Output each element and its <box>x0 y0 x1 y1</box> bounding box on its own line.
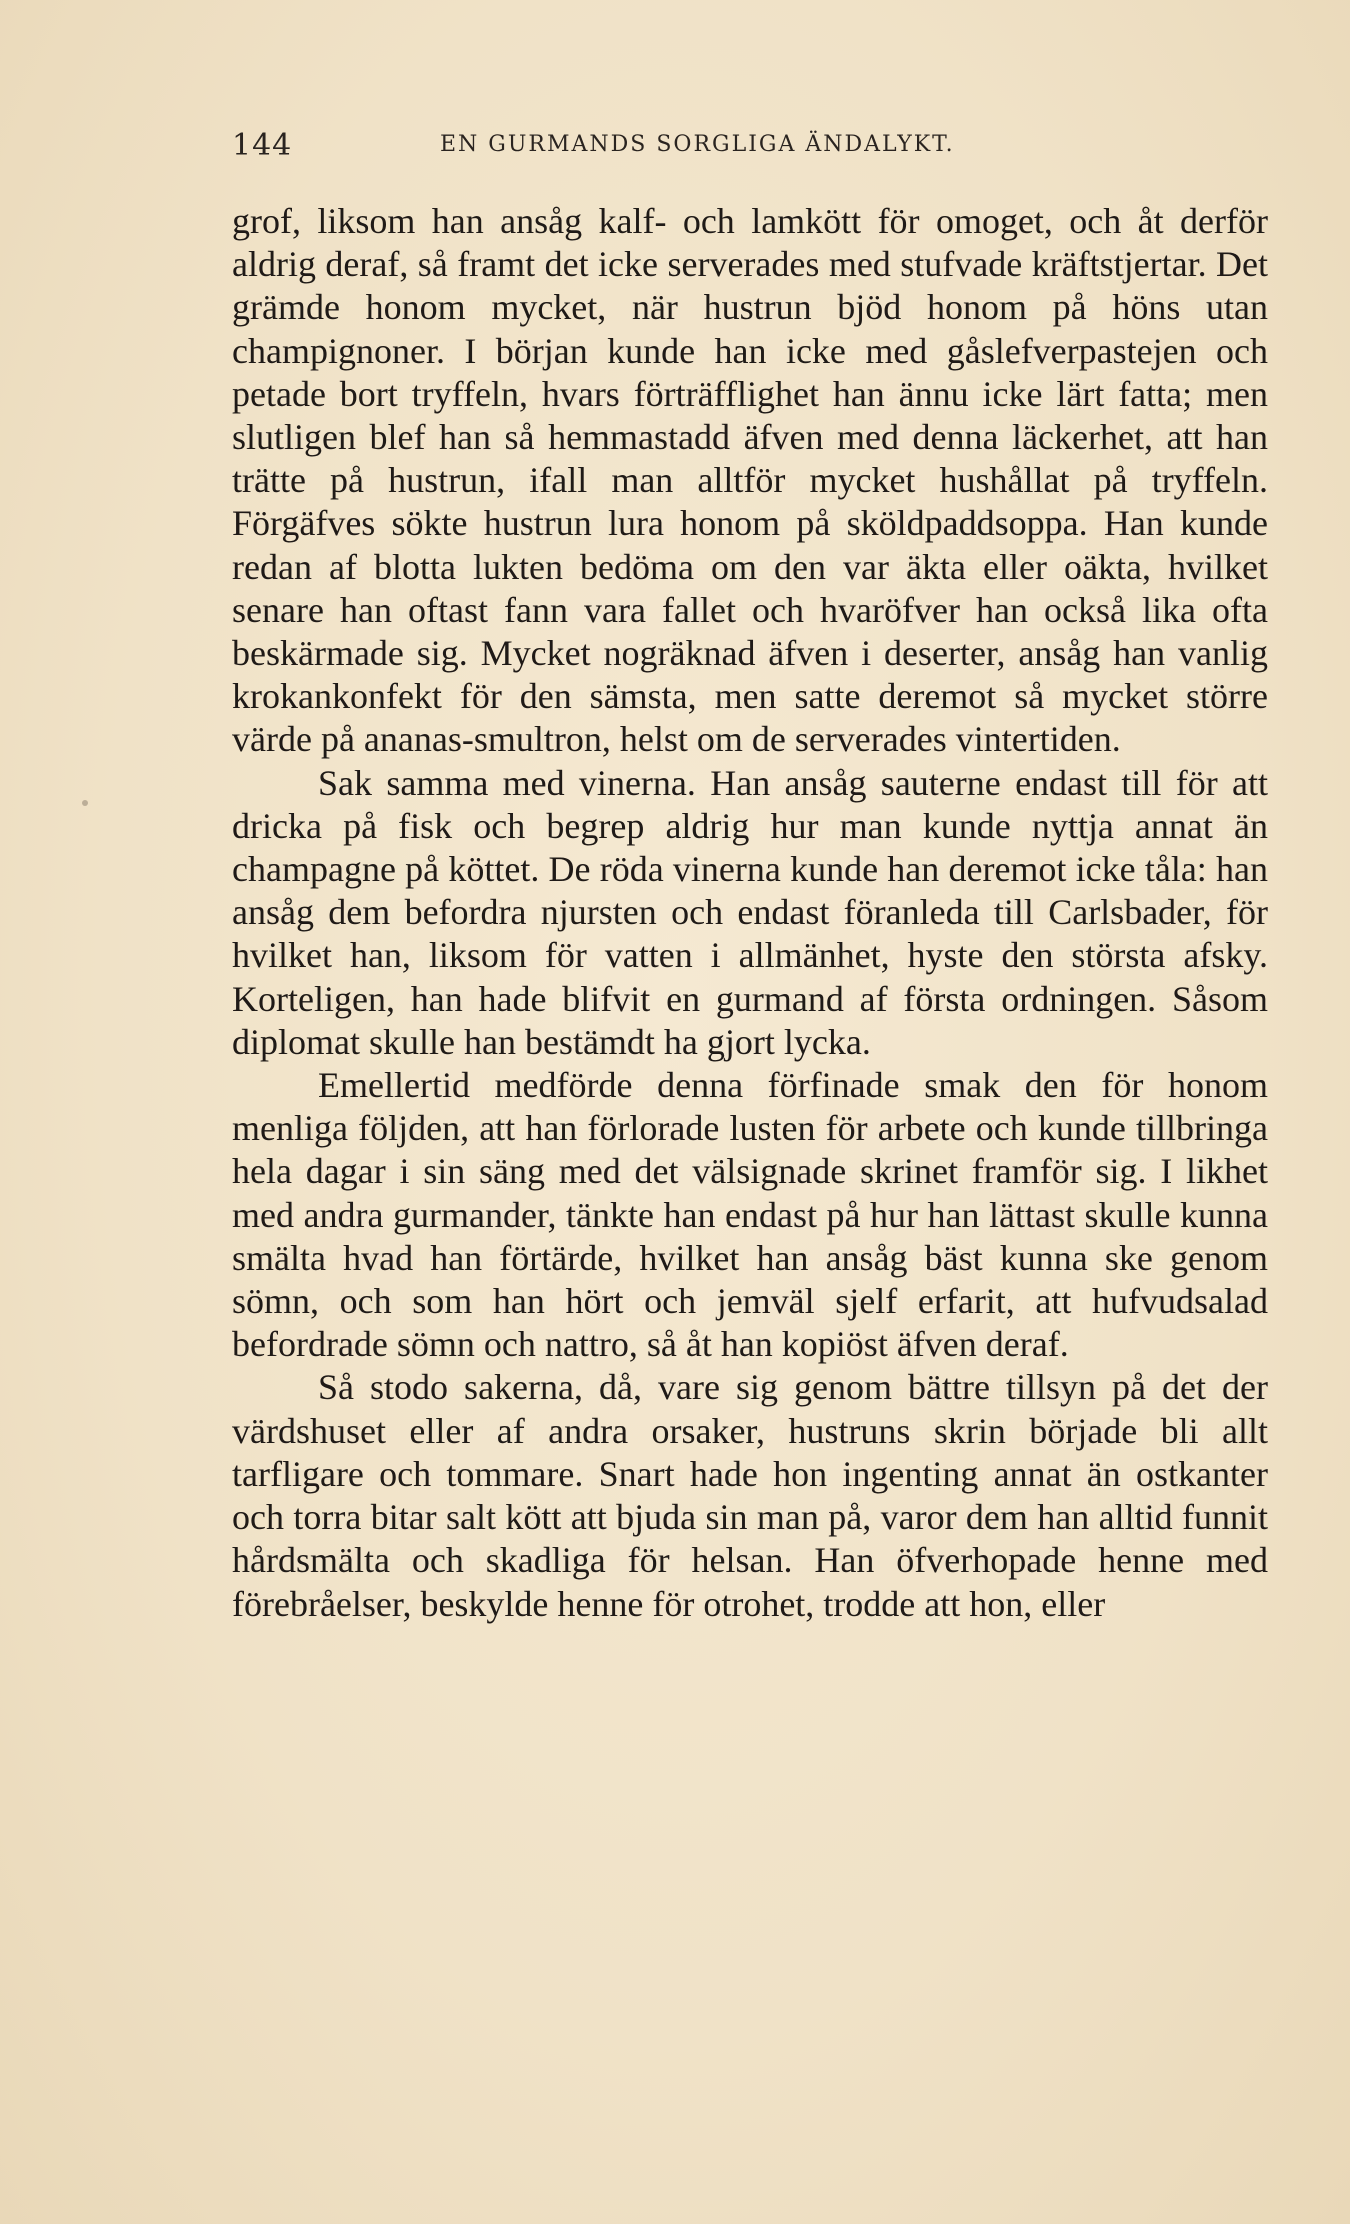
paragraph-1: grof, liksom han ansåg kalf- och lamkött för omoget, och åt derför aldrig deraf, så framt det icke serverades med stufvade kräftstjertar. Det grämde honom mycket, när hustrun bjöd honom på höns utan champignoner. I början kunde han icke med gåslefverpastejen och petade bort tryffeln, hvars förträfflighet han ännu icke lärt fatta; men slutligen blef han så hemmastadd äfven med denna läckerhet, att han trätte på hustrun, ifall man alltför mycket hushållat på tryffeln. Förgäfves sökte hustrun lura honom på sköldpaddsoppa. Han kunde redan af blotta lukten bedöma om den var äkta eller oäkta, hvilket senare han oftast fann vara fallet och hvaröfver han också lika ofta beskärmade sig. Mycket nogräknad äfven i deserter, ansåg han vanlig krokankonfekt för den sämsta, men satte deremot så mycket större värde på ananas-smultron, helst om de serverades vintertiden. <box>232 201 1268 760</box>
margin-speck <box>82 800 88 806</box>
page-number: 144 <box>232 128 293 163</box>
paragraph-4: Så stodo sakerna, då, vare sig genom bättre tillsyn på det der värdshuset eller af andra orsaker, hustruns skrin började bli allt tarfligare och tommare. Snart hade hon ingenting annat än ostkanter och torra bitar salt kött att bjuda sin man på, varor dem han alltid funnit hårdsmälta och skadliga för helsan. Han öfverhopade henne med förebråelser, beskylde henne för otrohet, trodde att hon, eller <box>232 1367 1268 1624</box>
running-title: EN GURMANDS SORGLIGA ÄNDALYKT. <box>440 132 955 157</box>
body-text <box>232 200 1268 1626</box>
page-header <box>232 128 1268 168</box>
paragraph-2: Sak samma med vinerna. Han ansåg sauterne endast till för att dricka på fisk och begrep aldrig hur man kunde nyttja annat än champagne på köttet. De röda vinerna kunde han deremot icke tåla: han ansåg dem befordra njursten och endast föranleda till Carlsbader, för hvilket han, liksom för vatten i allmänhet, hyste den största afsky. Korteligen, han hade blifvit en gurmand af första ordningen. Såsom diplomat skulle han bestämdt ha gjort lycka. <box>232 762 1268 1062</box>
paragraph-3: Emellertid medförde denna förfinade smak den för honom menliga följden, att han förlorade lusten för arbete och kunde tillbringa hela dagar i sin säng med det välsignade skrinet framför sig. I likhet med andra gurmander, tänkte han endast på hur han lättast skulle kunna smälta hvad han förtärde, hvilket han ansåg bäst kunna ske genom sömn, och som han hört och jemväl sjelf erfarit, att hufvudsalad befordrade sömn och nattro, så åt han kopiöst äfven deraf. <box>232 1065 1268 1365</box>
